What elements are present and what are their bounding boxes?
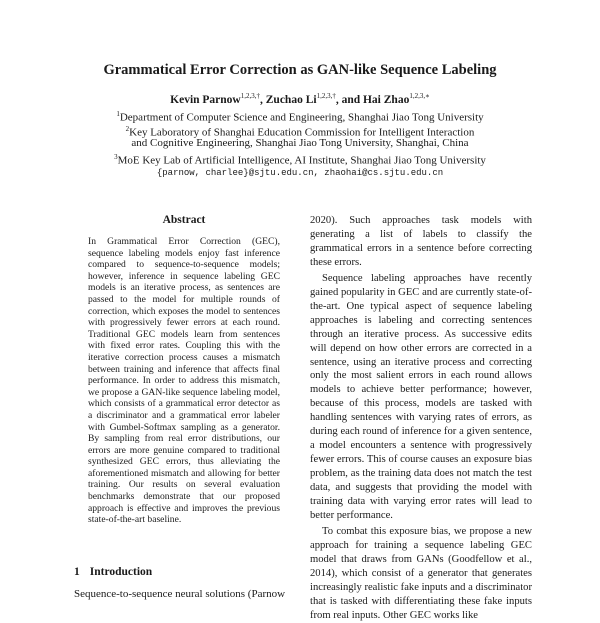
affiliation-marker: 3 [114, 153, 118, 161]
body-paragraph: Sequence labeling approaches have recently gained popularity in GEC and are currently state-of-the-art. One typical aspect of sequence labeling approaches is labeling and correcting sentences through an iterative process. As successive edits will depend on how other errors are corrected in a sentence, using an iterative process and correcting only the most salient errors in each round allows models to achieve better performance; however, because of this process, models are tasked with handling sentences with varying rates of errors, as during each round of inference for a given sentence, a model encounters a sentence with progressively fewer errors. This of course causes an exposure bias problem, as the training data does not match the test data, and suggests that providing the model with training data with varying error rates will lead to better performance. [310, 272, 532, 522]
affiliation-text: Department of Computer Science and Engineering, Shanghai Jiao Tong University [119, 111, 484, 124]
affiliation-line [0, 137, 600, 150]
introduction-text: Sequence-to-sequence neural solutions (Parnow [74, 588, 286, 600]
abstract-heading: Abstract [162, 214, 206, 226]
affiliation-marker: 1 [116, 110, 120, 118]
author-name: Kevin Parnow [170, 93, 241, 106]
section-heading-introduction [74, 566, 152, 578]
section-title: Introduction [89, 566, 153, 578]
author-affil-marker: 1,2,3,† [316, 92, 336, 100]
section-number: 1 [74, 566, 80, 578]
author-affil-marker: 1,2,3,∗ [409, 92, 430, 100]
author-separator: , and [335, 93, 363, 106]
abstract-text: In Grammatical Error Correction (GEC), sequence labeling models enjoy fast inference compared to sequence-to-sequence models; however, inference in sequence labeling GEC models is an iterative process, as sentences are passed to the model for multiple rounds of correction, which exposes the model to sentences with progressively fewer errors at each round. Traditional GEC models learn from sentences with fixed error rates. Coupling this with the iterative correction process causes a mismatch between training and inference that affects final performance. In order to address this mismatch, we propose a GAN-like sequence labeling model, which consists of a grammatical error detector as a discriminator and a grammatical error labeler with Gumbel-Softmax sampling as a generator. By sampling from real error distributions, our errors are more genuine compared to traditional synthesized GEC errors, thus alleviating the aforementioned mismatch and allowing for better training. Our results on several evaluation benchmarks demonstrate that our proposed approach is effective and improves the previous state-of-the-art baseline. [88, 236, 280, 526]
affiliation-text: Key Laboratory of Shanghai Education Commission for Intelligent Interaction [129, 126, 475, 139]
affiliation-marker: 2 [125, 125, 130, 133]
author-line [0, 92, 600, 106]
body-paragraph: 2020). Such approaches task models with generating a list of labels to classify the grammatical errors in a sentence before correcting these errors. [310, 215, 532, 268]
affiliation-line [0, 151, 600, 168]
author-separator: , [260, 93, 266, 106]
author-name: Hai Zhao [362, 93, 410, 106]
body-paragraph: To combat this exposure bias, we propose a new approach for training a sequence labeling GEC model that draws from GANs (Goodfellow et al., 2014), which consist of a generator that generates increasingly realistic fake inputs and a discriminator that is tasked with differentiating these fake inputs from real inputs. Other GEC works like [310, 525, 532, 621]
author-name: Zuchao Li [265, 93, 317, 106]
right-column [310, 214, 532, 623]
affiliation-text: MoE Key Lab of Artificial Intelligence, AI Institute, Shanghai Jiao Tong University [117, 154, 486, 167]
author-affil-marker: 1,2,3,† [240, 92, 260, 100]
paper-title: Grammatical Error Correction as GAN-like Sequence Labeling [103, 62, 497, 78]
affiliation-text: and Cognitive Engineering, Shanghai Jiao Tong University, Shanghai, China [131, 137, 469, 149]
author-emails[interactable]: {parnow, charlee}@sjtu.edu.cn, zhaohai@cs.sjtu.edu.cn [156, 168, 444, 178]
